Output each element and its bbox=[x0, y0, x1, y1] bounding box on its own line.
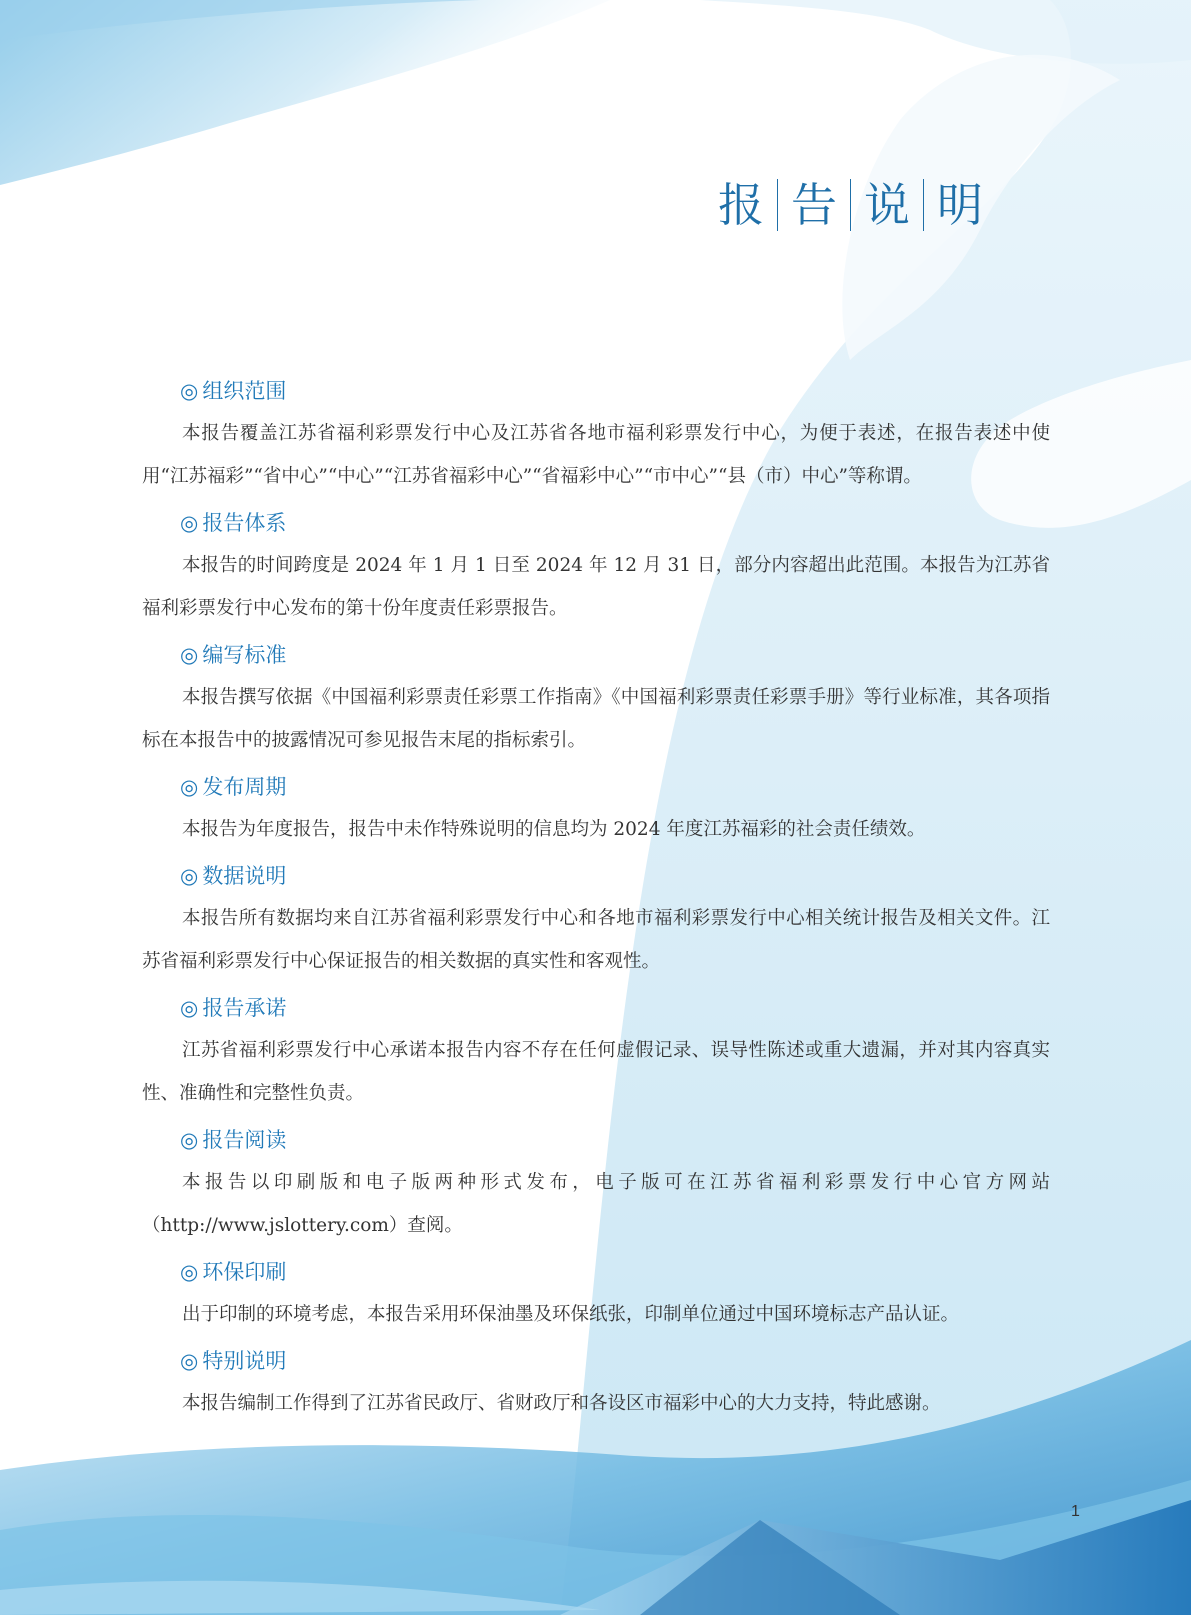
section-heading bbox=[180, 861, 1050, 891]
section-special-notes bbox=[142, 1346, 1050, 1425]
title-char: 明 bbox=[937, 178, 983, 232]
circle-bullet-icon: ◎ bbox=[180, 1260, 199, 1284]
circle-bullet-icon: ◎ bbox=[180, 996, 199, 1020]
section-heading-text: 数据说明 bbox=[202, 864, 287, 888]
section-body: 本报告覆盖江苏省福利彩票发行中心及江苏省各地市福利彩票发行中心，为便于表述，在报告表述中使用“江苏福彩”“省中心”“中心”“江苏省福彩中心”“省福彩中心”“市中心”“县（市）中心”等称谓。 bbox=[142, 423, 1050, 487]
section-heading-text: 编写标准 bbox=[202, 643, 287, 667]
section-heading bbox=[180, 1125, 1050, 1155]
page-number: 1 bbox=[1071, 1503, 1080, 1520]
section-data-notes bbox=[142, 861, 1050, 983]
section-body: 本报告所有数据均来自江苏省福利彩票发行中心和各地市福利彩票发行中心相关统计报告及相关文件。江苏省福利彩票发行中心保证报告的相关数据的真实性和客观性。 bbox=[142, 908, 1050, 972]
circle-bullet-icon: ◎ bbox=[180, 1128, 199, 1152]
section-heading-text: 报告承诺 bbox=[202, 996, 287, 1020]
section-body: 本报告的时间跨度是 2024 年 1 月 1 日至 2024 年 12 月 31 日，部分内容超出此范围。本报告为江苏省福利彩票发行中心发布的第十份年度责任彩票报告。 bbox=[142, 555, 1050, 619]
section-body: 本报告撰写依据《中国福利彩票责任彩票工作指南》《中国福利彩票责任彩票手册》等行业标准，其各项指标在本报告中的披露情况可参见报告末尾的指标索引。 bbox=[142, 687, 1050, 751]
section-eco-printing bbox=[142, 1257, 1050, 1336]
page-title bbox=[705, 178, 996, 232]
section-body: 本报告以印刷版和电子版两种形式发布，电子版可在江苏省福利彩票发行中心官方网站（http://www.jslottery.com）查阅。 bbox=[142, 1172, 1050, 1236]
section-publish-cycle bbox=[142, 772, 1050, 851]
circle-bullet-icon: ◎ bbox=[180, 379, 199, 403]
section-heading bbox=[180, 640, 1050, 670]
section-heading bbox=[180, 772, 1050, 802]
section-heading-text: 报告体系 bbox=[202, 511, 287, 535]
circle-bullet-icon: ◎ bbox=[180, 1349, 199, 1373]
title-char: 说 bbox=[864, 178, 910, 232]
section-heading-text: 环保印刷 bbox=[202, 1260, 287, 1284]
section-heading bbox=[180, 1346, 1050, 1376]
section-body: 出于印制的环境考虑，本报告采用环保油墨及环保纸张，印制单位通过中国环境标志产品认证。 bbox=[182, 1304, 960, 1325]
section-body: 本报告编制工作得到了江苏省民政厅、省财政厅和各设区市福彩中心的大力支持，特此感谢。 bbox=[182, 1393, 941, 1414]
section-heading-text: 报告阅读 bbox=[202, 1128, 287, 1152]
section-heading-text: 特别说明 bbox=[202, 1349, 287, 1373]
circle-bullet-icon: ◎ bbox=[180, 864, 199, 888]
section-heading bbox=[180, 993, 1050, 1023]
section-body: 江苏省福利彩票发行中心承诺本报告内容不存在任何虚假记录、误导性陈述或重大遗漏，并对其内容真实性、准确性和完整性负责。 bbox=[142, 1040, 1050, 1104]
section-heading-text: 发布周期 bbox=[202, 775, 287, 799]
circle-bullet-icon: ◎ bbox=[180, 775, 199, 799]
title-char: 告 bbox=[791, 178, 837, 232]
circle-bullet-icon: ◎ bbox=[180, 643, 199, 667]
section-heading bbox=[180, 376, 1050, 406]
section-heading bbox=[180, 1257, 1050, 1287]
section-body: 本报告为年度报告，报告中未作特殊说明的信息均为 2024 年度江苏福彩的社会责任绩效。 bbox=[182, 819, 926, 840]
sections-list bbox=[142, 376, 1050, 1435]
section-writing-standard bbox=[142, 640, 1050, 762]
circle-bullet-icon: ◎ bbox=[180, 511, 199, 535]
section-report-reading bbox=[142, 1125, 1050, 1247]
section-report-commitment bbox=[142, 993, 1050, 1115]
title-char: 报 bbox=[718, 178, 764, 232]
section-heading-text: 组织范围 bbox=[202, 379, 287, 403]
section-report-system bbox=[142, 508, 1050, 630]
section-organization-scope bbox=[142, 376, 1050, 498]
section-heading bbox=[180, 508, 1050, 538]
